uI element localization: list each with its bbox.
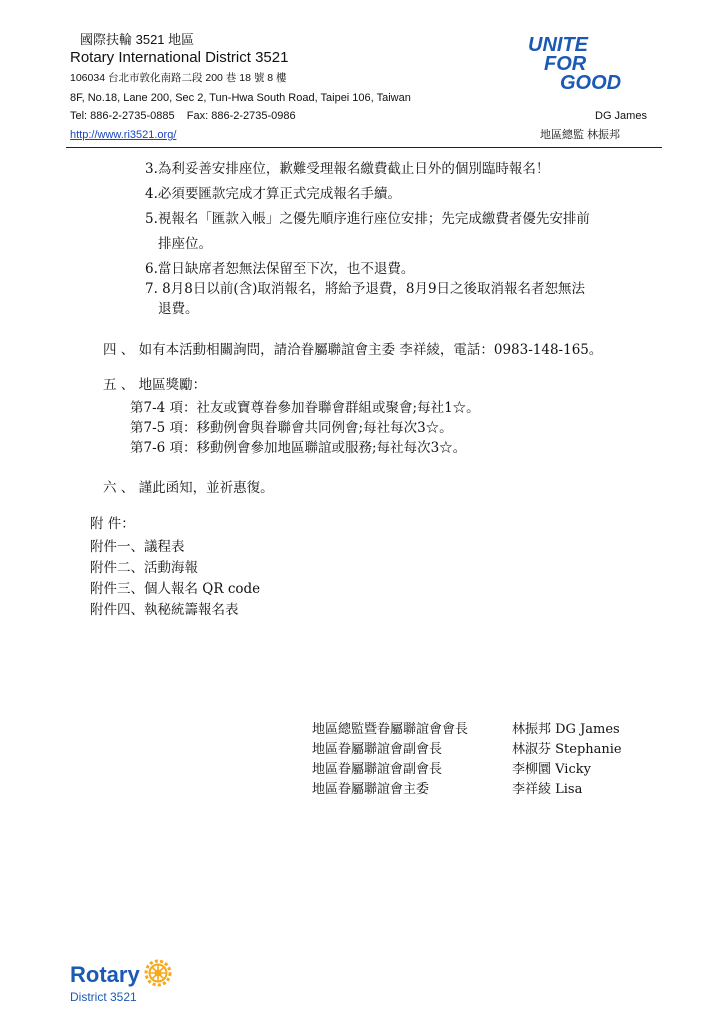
phone-fax: Tel: 886-2-2735-0885 Fax: 886-2-2735-0986 <box>70 110 296 122</box>
unite-for-good-logo <box>528 36 621 93</box>
governor-title-zh: 地區總監 林振邦 <box>540 129 621 141</box>
org-name-en: Rotary International District 3521 <box>70 49 289 66</box>
note-3: 3.為利妥善安排座位，歉難受理報名繳費截止日外的個別臨時報名！ <box>145 161 550 177</box>
attachment-item: 附件二、活動海報 <box>90 560 198 576</box>
rotary-logo-text: Rotary <box>70 962 140 987</box>
reward-item: 第7-6 項：移動例會參加地區聯誼或服務;每社每次3☆。 <box>130 440 467 456</box>
section-5-title: 五 、 地區獎勵： <box>103 377 207 393</box>
attachment-item: 附件四、執秘統籌報名表 <box>90 602 239 618</box>
rotary-wheel-icon <box>143 958 173 988</box>
signature-name: 林淑芬 Stephanie <box>512 742 622 757</box>
section-4-inquiry: 四 、 如有本活動相關詢問，請洽眷屬聯誼會主委 李祥綾，電話：0983-148-165。 <box>103 342 603 358</box>
attachment-item: 附件一、議程表 <box>90 539 185 555</box>
note-4: 4.必須要匯款完成才算正式完成報名手續。 <box>145 186 401 202</box>
note-7-line-1: 7. 8月8日以前(含)取消報名，將給予退費，8月9日之後取消報名者恕無法 <box>145 281 586 297</box>
signature-title: 地區眷屬聯誼會主委 <box>312 782 430 797</box>
address-en: 8F, No.18, Lane 200, Sec 2, Tun-Hwa South Road, Taipei 106, Taiwan <box>70 92 411 104</box>
slogan-line-1: UNITE <box>528 34 588 56</box>
reward-item: 第7-4 項：社友或寶尊眷參加眷聯會群組或聚會;每社1☆。 <box>130 400 480 416</box>
rotary-district-label: District 3521 <box>70 990 137 1004</box>
signature-name: 林振邦 DG James <box>512 722 620 737</box>
website-link[interactable]: http://www.ri3521.org/ <box>70 129 177 141</box>
signature-name: 李柳圜 Vicky <box>512 762 591 777</box>
signature-title: 地區總監暨眷屬聯誼會會長 <box>312 722 469 737</box>
attachments-title: 附 件： <box>90 516 135 532</box>
address-zh: 106034 台北市敦化南路二段 200 巷 18 號 8 樓 <box>70 72 287 84</box>
note-6: 6.當日缺席者恕無法保留至下次，也不退費。 <box>145 261 415 277</box>
signature-name: 李祥綾 Lisa <box>512 782 583 797</box>
note-5-line-1: 5.視報名「匯款入帳」之優先順序進行座位安排；先完成繳費者優先安排前 <box>145 211 590 227</box>
reward-item: 第7-5 項：移動例會與眷聯會共同例會;每社每次3☆。 <box>130 420 453 436</box>
signature-title: 地區眷屬聯誼會副會長 <box>312 742 443 757</box>
slogan-line-3: GOOD <box>560 72 622 94</box>
signature-title: 地區眷屬聯誼會副會長 <box>312 762 443 777</box>
note-7-line-2: 退費。 <box>158 301 199 317</box>
header-divider <box>66 147 662 148</box>
slogan-line-2: FOR <box>544 53 587 75</box>
org-name-zh: 國際扶輪 3521 地區 <box>80 32 195 47</box>
note-5-line-2: 排座位。 <box>158 236 212 252</box>
governor-name-en: DG James <box>595 110 647 122</box>
attachment-item: 附件三、個人報名 QR code <box>90 581 261 597</box>
section-6-closing: 六 、 謹此函知，並祈惠復。 <box>103 480 274 496</box>
